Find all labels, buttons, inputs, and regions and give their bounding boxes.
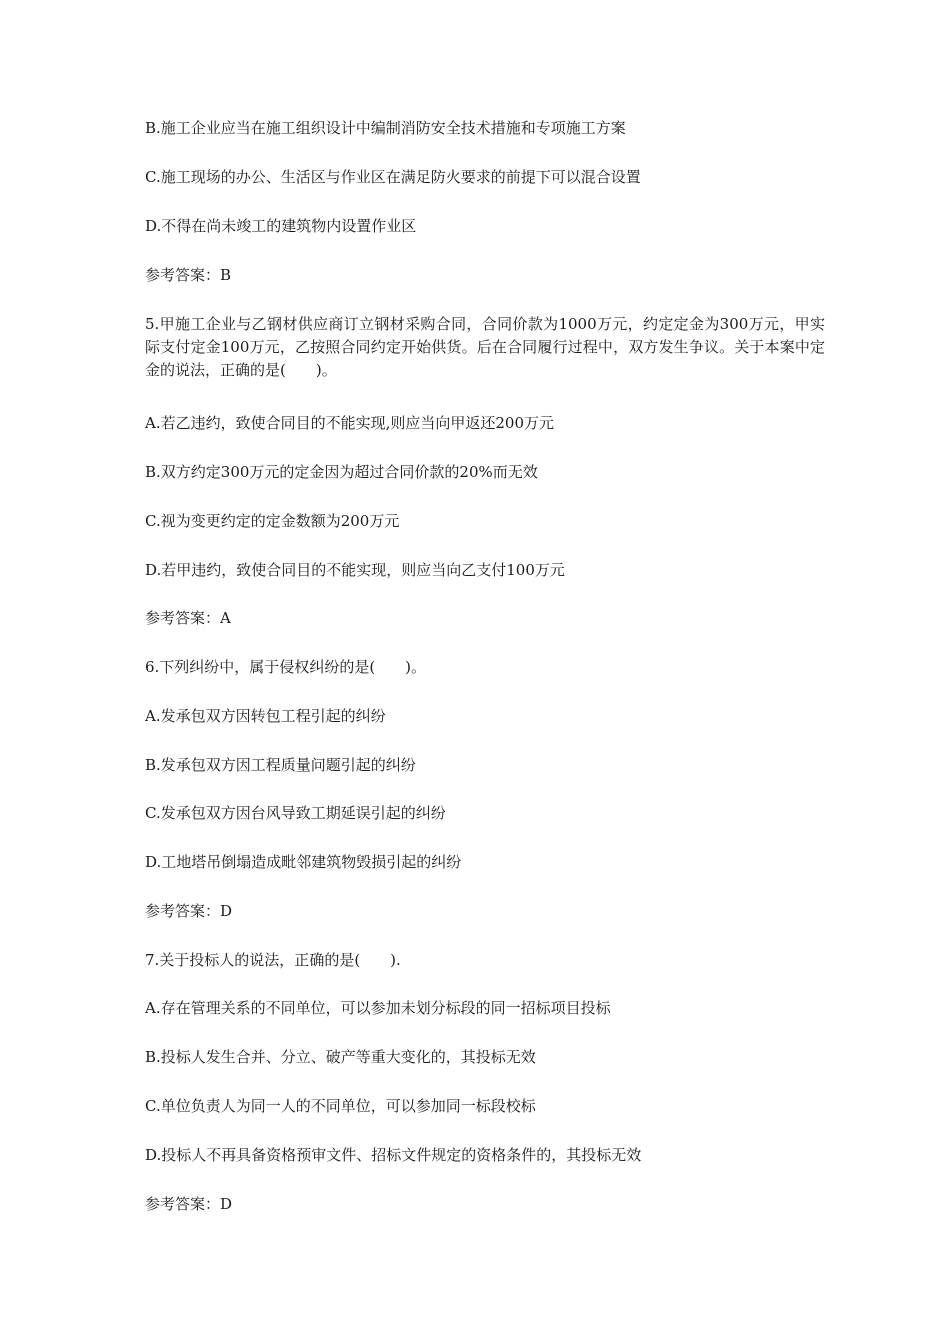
q6-stem: 6.下列纠纷中，属于侵权纠纷的是( )。 xyxy=(145,658,427,676)
q6-option-d: D.工地塔吊倒塌造成毗邻建筑物毁损引起的纠纷 xyxy=(145,853,462,871)
q4-option-c: C.施工现场的办公、生活区与作业区在满足防火要求的前提下可以混合设置 xyxy=(145,168,641,186)
q7-option-c: C.单位负责人为同一人的不同单位，可以参加同一标段校标 xyxy=(145,1097,536,1115)
q7-option-d: D.投标人不再具备资格预审文件、招标文件规定的资格条件的，其投标无效 xyxy=(145,1146,642,1164)
q5-option-b: B.双方约定300万元的定金因为超过合同价款的20%而无效 xyxy=(145,463,538,481)
q5-stem: 5.甲施工企业与乙钢材供应商订立钢材采购合同，合同价款为1000万元，约定定金为300万元，甲实际支付定金100万元，乙按照合同约定开始供货。后在合同履行过程中，双方发生争议。关于本案中定金的说法，正确的是( )。 xyxy=(145,315,825,379)
q6-option-c: C.发承包双方因台风导致工期延误引起的纠纷 xyxy=(145,804,446,822)
q6-option-a: A.发承包双方因转包工程引起的纠纷 xyxy=(145,707,386,725)
q7-stem: 7.关于投标人的说法，正确的是( ). xyxy=(145,951,401,969)
q7-answer: 参考答案：D xyxy=(145,1195,233,1213)
q6-answer: 参考答案：D xyxy=(145,902,233,920)
q5-option-d: D.若甲违约，致使合同目的不能实现，则应当向乙支付100万元 xyxy=(145,561,565,579)
q4-option-b: B.施工企业应当在施工组织设计中编制消防安全技术措施和专项施工方案 xyxy=(145,119,626,137)
q5-option-c: C.视为变更约定的定金数额为200万元 xyxy=(145,512,400,530)
q5-option-a: A.若乙违约，致使合同目的不能实现,则应当向甲返还200万元 xyxy=(145,414,555,432)
q5-answer: 参考答案：A xyxy=(145,609,231,627)
q6-option-b: B.发承包双方因工程质量问题引起的纠纷 xyxy=(145,756,416,774)
q4-answer: 参考答案：B xyxy=(145,266,232,284)
q4-option-d: D.不得在尚未竣工的建筑物内设置作业区 xyxy=(145,217,417,235)
q7-option-a: A.存在管理关系的不同单位，可以参加未划分标段的同一招标项目投标 xyxy=(145,999,611,1017)
q7-option-b: B.投标人发生合并、分立、破产等重大变化的，其投标无效 xyxy=(145,1048,536,1066)
